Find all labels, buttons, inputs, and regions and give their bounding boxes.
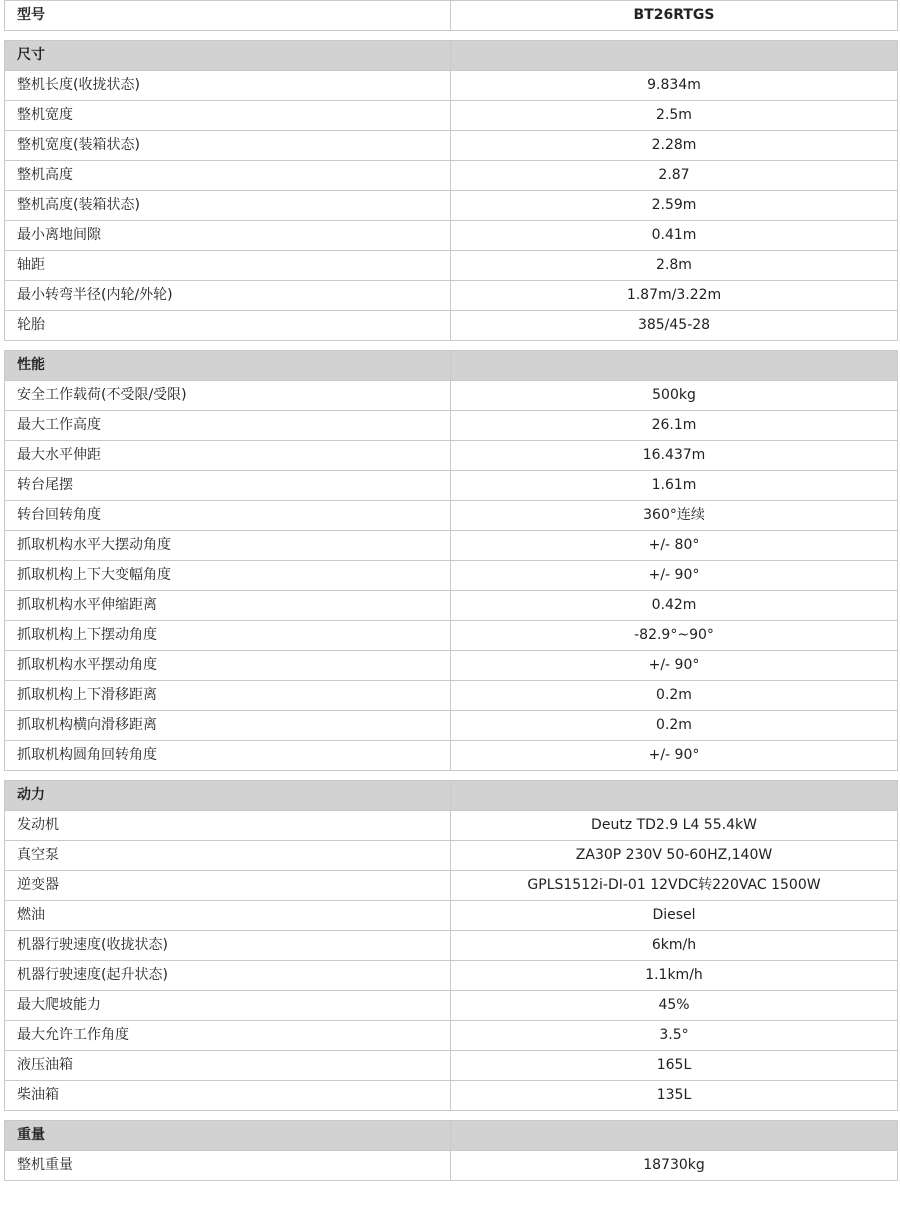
- spec-row: [5, 71, 898, 101]
- spec-row: [5, 531, 898, 561]
- spec-row: [5, 621, 898, 651]
- spec-row: [5, 501, 898, 531]
- section-header: [5, 41, 898, 71]
- section-header: [5, 351, 898, 381]
- spec-value: 0.2m: [451, 681, 898, 711]
- spec-value: 165L: [451, 1051, 898, 1081]
- spec-row: [5, 741, 898, 771]
- spec-label: 抓取机构水平伸缩距离: [5, 591, 451, 621]
- spec-value: +/- 90°: [451, 651, 898, 681]
- spec-row: [5, 651, 898, 681]
- spec-row: [5, 811, 898, 841]
- spec-value: 9.834m: [451, 71, 898, 101]
- spec-value: 135L: [451, 1081, 898, 1111]
- spec-value: Diesel: [451, 901, 898, 931]
- spec-value: 1.61m: [451, 471, 898, 501]
- section-gap-cell: [5, 1111, 898, 1121]
- spec-row: [5, 221, 898, 251]
- spec-value: 18730kg: [451, 1151, 898, 1181]
- section-header-blank: [451, 1121, 898, 1151]
- section-gap: [5, 341, 898, 351]
- spec-label: 轮胎: [5, 311, 451, 341]
- spec-label: 抓取机构横向滑移距离: [5, 711, 451, 741]
- spec-value: +/- 90°: [451, 741, 898, 771]
- spec-row: [5, 711, 898, 741]
- spec-label: 机器行驶速度(收拢状态): [5, 931, 451, 961]
- spec-label: 抓取机构圆角回转角度: [5, 741, 451, 771]
- spec-row: [5, 281, 898, 311]
- spec-label: 最小转弯半径(内轮/外轮): [5, 281, 451, 311]
- section-title: 性能: [5, 351, 451, 381]
- spec-row: [5, 381, 898, 411]
- spec-table: [4, 0, 898, 1181]
- spec-value: 1.1km/h: [451, 961, 898, 991]
- spec-row: [5, 841, 898, 871]
- spec-label: 最大工作高度: [5, 411, 451, 441]
- spec-value: 2.59m: [451, 191, 898, 221]
- spec-table-body: [5, 1, 898, 1181]
- spec-value: 26.1m: [451, 411, 898, 441]
- spec-label: 抓取机构上下大变幅角度: [5, 561, 451, 591]
- spec-value: +/- 90°: [451, 561, 898, 591]
- spec-value: 385/45-28: [451, 311, 898, 341]
- spec-label: 最大爬坡能力: [5, 991, 451, 1021]
- spec-label: 最大水平伸距: [5, 441, 451, 471]
- spec-label: 转台尾摆: [5, 471, 451, 501]
- spec-row: [5, 931, 898, 961]
- spec-value: 360°连续: [451, 501, 898, 531]
- spec-row: [5, 1051, 898, 1081]
- model-value: BT26RTGS: [451, 1, 898, 31]
- section-title: 重量: [5, 1121, 451, 1151]
- spec-row: [5, 991, 898, 1021]
- spec-label: 整机宽度(装箱状态): [5, 131, 451, 161]
- section-header-blank: [451, 41, 898, 71]
- spec-label: 最大允许工作角度: [5, 1021, 451, 1051]
- spec-row: [5, 681, 898, 711]
- spec-row: [5, 1081, 898, 1111]
- section-header: [5, 1121, 898, 1151]
- spec-label: 真空泵: [5, 841, 451, 871]
- section-gap: [5, 31, 898, 41]
- spec-label: 液压油箱: [5, 1051, 451, 1081]
- section-gap: [5, 771, 898, 781]
- spec-value: Deutz TD2.9 L4 55.4kW: [451, 811, 898, 841]
- section-header-blank: [451, 351, 898, 381]
- spec-value: 2.5m: [451, 101, 898, 131]
- section-gap: [5, 1111, 898, 1121]
- spec-value: 2.87: [451, 161, 898, 191]
- spec-label: 抓取机构上下滑移距离: [5, 681, 451, 711]
- spec-label: 逆变器: [5, 871, 451, 901]
- spec-row: [5, 191, 898, 221]
- spec-value: 45%: [451, 991, 898, 1021]
- spec-value: 0.41m: [451, 221, 898, 251]
- section-title: 动力: [5, 781, 451, 811]
- spec-label: 最小离地间隙: [5, 221, 451, 251]
- spec-label: 抓取机构水平大摆动角度: [5, 531, 451, 561]
- spec-value: 0.2m: [451, 711, 898, 741]
- section-title: 尺寸: [5, 41, 451, 71]
- spec-row: [5, 1021, 898, 1051]
- section-header: [5, 781, 898, 811]
- spec-row: [5, 1151, 898, 1181]
- spec-label: 整机高度(装箱状态): [5, 191, 451, 221]
- spec-value: ZA30P 230V 50-60HZ,140W: [451, 841, 898, 871]
- spec-value: 3.5°: [451, 1021, 898, 1051]
- spec-label: 柴油箱: [5, 1081, 451, 1111]
- spec-label: 机器行驶速度(起升状态): [5, 961, 451, 991]
- spec-label: 转台回转角度: [5, 501, 451, 531]
- spec-row: [5, 311, 898, 341]
- spec-row: [5, 961, 898, 991]
- model-row: [5, 1, 898, 31]
- section-gap-cell: [5, 771, 898, 781]
- spec-row: [5, 161, 898, 191]
- spec-value: 2.8m: [451, 251, 898, 281]
- spec-label: 轴距: [5, 251, 451, 281]
- spec-value: 6km/h: [451, 931, 898, 961]
- section-header-blank: [451, 781, 898, 811]
- spec-value: -82.9°~90°: [451, 621, 898, 651]
- spec-value: 0.42m: [451, 591, 898, 621]
- spec-row: [5, 871, 898, 901]
- spec-row: [5, 901, 898, 931]
- spec-label: 整机重量: [5, 1151, 451, 1181]
- spec-value: 500kg: [451, 381, 898, 411]
- model-label: 型号: [5, 1, 451, 31]
- section-gap-cell: [5, 341, 898, 351]
- spec-label: 整机高度: [5, 161, 451, 191]
- spec-label: 安全工作载荷(不受限/受限): [5, 381, 451, 411]
- spec-row: [5, 561, 898, 591]
- spec-label: 抓取机构水平摆动角度: [5, 651, 451, 681]
- spec-label: 整机长度(收拢状态): [5, 71, 451, 101]
- spec-row: [5, 591, 898, 621]
- spec-row: [5, 471, 898, 501]
- spec-label: 燃油: [5, 901, 451, 931]
- spec-row: [5, 131, 898, 161]
- spec-label: 整机宽度: [5, 101, 451, 131]
- spec-value: GPLS1512i-DI-01 12VDC转220VAC 1500W: [451, 871, 898, 901]
- spec-label: 抓取机构上下摆动角度: [5, 621, 451, 651]
- spec-value: 16.437m: [451, 441, 898, 471]
- spec-value: +/- 80°: [451, 531, 898, 561]
- section-gap-cell: [5, 31, 898, 41]
- spec-row: [5, 101, 898, 131]
- spec-value: 1.87m/3.22m: [451, 281, 898, 311]
- spec-row: [5, 441, 898, 471]
- spec-row: [5, 411, 898, 441]
- spec-row: [5, 251, 898, 281]
- spec-label: 发动机: [5, 811, 451, 841]
- spec-value: 2.28m: [451, 131, 898, 161]
